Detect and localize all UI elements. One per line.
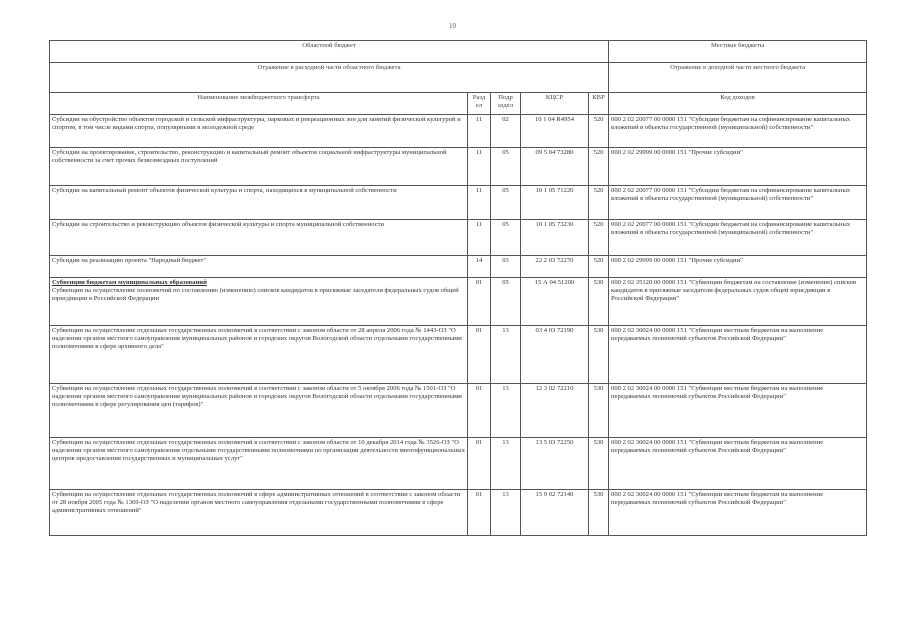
income-code-cell: 000 2 02 20077 00 0000 151 "Субсидии бюджетам на софинансирование капитальных вложений в объекты государственной (муниципальной) собственности" xyxy=(609,220,867,256)
income-code-cell: 000 2 02 30024 00 0000 151 "Субвенции местным бюджетам на выполнение передаваемых полномочий субъектов Российской Федерации" xyxy=(609,438,867,490)
kvr-cell: 520 xyxy=(589,256,609,278)
header-income-part: Отражение в доходной части местного бюджета xyxy=(609,63,867,93)
razd-cell: 11 xyxy=(468,220,491,256)
csr-cell: 15 9 02 72140 xyxy=(521,490,589,536)
podr-cell: 05 xyxy=(491,278,521,326)
transfers-table xyxy=(49,40,867,536)
table-row xyxy=(50,220,867,256)
podr-cell: 13 xyxy=(491,490,521,536)
col-header-name: Наименование межбюджетного трансферта xyxy=(50,93,468,115)
income-code-cell: 000 2 02 20077 00 0000 151 "Субсидии бюджетам на софинансирование капитальных вложений в объекты государственной (муниципальной) собственности" xyxy=(609,115,867,148)
transfer-name: Субвенции на осуществление отдельных государственных полномочий в соответствии с законом области от 5 октября 2006 года № 1501-ОЗ "О наделении органов местного самоуправления муниципальных районов и городских округов Вологодской области отдельными государственными полномочиями в сфере регулирования цен (тарифов)" xyxy=(50,384,468,438)
table-row xyxy=(50,438,867,490)
kvr-cell: 520 xyxy=(589,115,609,148)
razd-cell: 11 xyxy=(468,115,491,148)
table-row xyxy=(50,326,867,384)
income-code-cell: 000 2 02 20077 00 0000 151 "Субсидии бюджетам на софинансирование капитальных вложений в объекты государственной (муниципальной) собственности" xyxy=(609,186,867,220)
table-row xyxy=(50,148,867,186)
podr-cell: 02 xyxy=(491,115,521,148)
transfer-name: Субсидии на капитальный ремонт объектов физической культуры и спорта, находящихся в муниципальной собственности xyxy=(50,186,468,220)
csr-cell: 09 5 04 73280 xyxy=(521,148,589,186)
kvr-cell: 530 xyxy=(589,278,609,326)
podr-cell: 03 xyxy=(491,256,521,278)
income-code-cell: 000 2 02 29999 00 0000 151 "Прочие субсидии" xyxy=(609,256,867,278)
csr-cell: 13 5 03 72250 xyxy=(521,438,589,490)
kvr-cell: 530 xyxy=(589,326,609,384)
kvr-cell: 520 xyxy=(589,148,609,186)
kvr-cell: 520 xyxy=(589,186,609,220)
transfer-name: Субсидии на строительство и реконструкцию объектов физической культуры и спорта муниципальной собственности xyxy=(50,220,468,256)
podr-cell: 05 xyxy=(491,220,521,256)
table-row xyxy=(50,384,867,438)
col-header-income-code: Код доходов xyxy=(609,93,867,115)
col-header-razd: Разд ел xyxy=(468,93,491,115)
transfer-name: Субвенции на осуществление отдельных государственных полномочий в сфере административных отношений в соответствии с законом области от 28 ноября 2005 года № 1369-ОЗ "О наделении органов местного самоуправления отдельными государственными полномочиями в сфере административных отношений" xyxy=(50,490,468,536)
transfer-name: Субсидии на реализацию проекта "Народный бюджет" xyxy=(50,256,468,278)
transfer-name: Субвенции на осуществление отдельных государственных полномочий в соответствии с законом области от 10 декабря 2014 года № 3526-ОЗ "О наделении органов местного самоуправления отдельными государственными полномочиями по организации деятельности многофункциональных центров предоставления государственных и муниципальных услуг" xyxy=(50,438,468,490)
podr-cell: 05 xyxy=(491,148,521,186)
income-code-cell: 000 2 02 30024 00 0000 151 "Субвенции местным бюджетам на выполнение передаваемых полномочий субъектов Российской Федерации" xyxy=(609,490,867,536)
transfer-name: Субсидии на проектирование, строительство, реконструкцию и капитальный ремонт объектов социальной инфраструктуры муниципальной собственности за счет прочих безвозмездных поступлений xyxy=(50,148,468,186)
header-expense-part: Отражение в расходной части областного бюджета xyxy=(50,63,609,93)
podr-cell: 13 xyxy=(491,384,521,438)
kvr-cell: 520 xyxy=(589,220,609,256)
csr-cell: 03 4 03 72190 xyxy=(521,326,589,384)
income-code-cell: 000 2 02 30024 00 0000 151 "Субвенции местным бюджетам на выполнение передаваемых полномочий субъектов Российской Федерации" xyxy=(609,326,867,384)
csr-cell: 10 1 05 71220 xyxy=(521,186,589,220)
kvr-cell: 530 xyxy=(589,438,609,490)
header-regional-budget: Областной бюджет xyxy=(50,41,609,63)
transfer-name xyxy=(50,278,468,326)
income-code-cell: 000 2 02 35120 00 0000 151 "Субвенции бюджетам на составление (изменение) списков кандидатов в присяжные заседатели федеральных судов общей юрисдикции в Российской Федерации" xyxy=(609,278,867,326)
kvr-cell: 530 xyxy=(589,490,609,536)
razd-cell: 14 xyxy=(468,256,491,278)
razd-cell: 01 xyxy=(468,438,491,490)
header-local-budgets: Местные бюджеты xyxy=(609,41,867,63)
razd-cell: 01 xyxy=(468,326,491,384)
csr-cell: 22 2 03 72270 xyxy=(521,256,589,278)
income-code-cell: 000 2 02 30024 00 0000 151 "Субвенции местным бюджетам на выполнение передаваемых полномочий субъектов Российской Федерации" xyxy=(609,384,867,438)
page-number: 10 xyxy=(449,22,456,30)
transfer-name: Субвенции на осуществление отдельных государственных полномочий в соответствии с законом области от 28 апреля 2006 года № 1443-ОЗ "О наделении органов местного самоуправления муниципальных районов и городских округов Вологодской области отдельными государственными полномочиями в сфере архивного дела" xyxy=(50,326,468,384)
csr-cell: 12 3 02 72210 xyxy=(521,384,589,438)
razd-cell: 11 xyxy=(468,148,491,186)
transfer-name: Субсидии на обустройство объектов городской и сельской инфраструктуры, парковых и рекреационных зон для занятий физической культурой и спортом, в том числе видами спорта, популярными в молодежной среде xyxy=(50,115,468,148)
table-row xyxy=(50,490,867,536)
razd-cell: 11 xyxy=(468,186,491,220)
csr-cell: 10 1 04 R4954 xyxy=(521,115,589,148)
table-row xyxy=(50,115,867,148)
income-code-cell: 000 2 02 29999 00 0000 151 "Прочие субсидии" xyxy=(609,148,867,186)
table-row xyxy=(50,186,867,220)
razd-cell: 01 xyxy=(468,384,491,438)
col-header-kvr: КВР xyxy=(589,93,609,115)
table-row xyxy=(50,256,867,278)
csr-cell: 15 А 04 51200 xyxy=(521,278,589,326)
transfer-name-text: Субвенции на осуществление полномочий по составлению (изменению) списков кандидатов в присяжные заседатели федеральных судов общей юрисдикции в Российской Федерации xyxy=(52,287,459,303)
col-header-csr: КЦСР xyxy=(521,93,589,115)
csr-cell: 10 1 05 73230 xyxy=(521,220,589,256)
section-title: Субвенции бюджетам муниципальных образований xyxy=(52,279,207,286)
kvr-cell: 530 xyxy=(589,384,609,438)
table-row xyxy=(50,278,867,326)
razd-cell: 01 xyxy=(468,490,491,536)
razd-cell: 01 xyxy=(468,278,491,326)
podr-cell: 13 xyxy=(491,326,521,384)
col-header-podr: Подр аздел xyxy=(491,93,521,115)
podr-cell: 05 xyxy=(491,186,521,220)
podr-cell: 13 xyxy=(491,438,521,490)
